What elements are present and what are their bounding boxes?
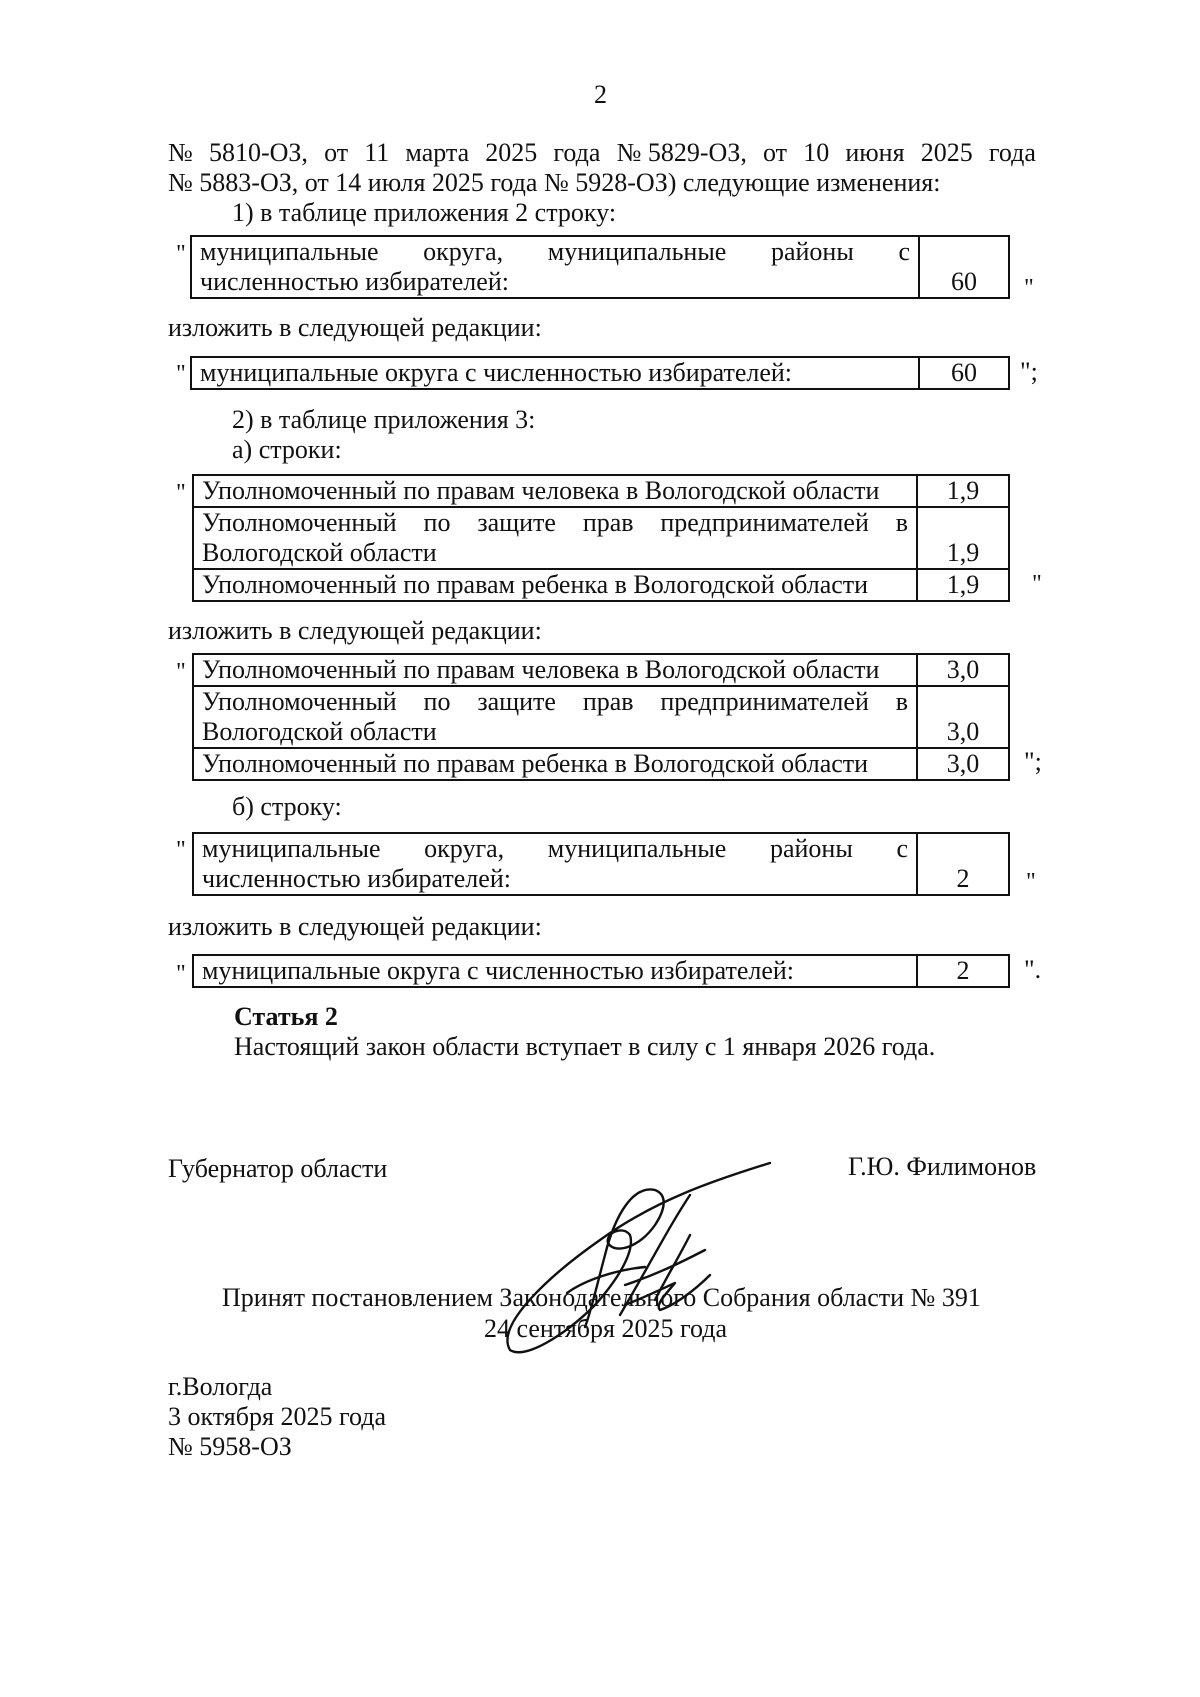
signatory-name: Г.Ю. Филимонов <box>848 1152 1037 1181</box>
close-quote: " <box>1024 275 1034 301</box>
intro-word: от <box>324 138 349 167</box>
intro-word: № <box>168 138 193 167</box>
table-row <box>193 748 1009 780</box>
cell-word: округа, <box>424 834 505 863</box>
table-row <box>193 507 1009 569</box>
cell-line-2: численностью избирателей: <box>200 267 509 296</box>
table-row <box>193 569 1009 601</box>
table-cell-label: муниципальные округа с численностью избирателей: <box>193 955 917 987</box>
cell-word: муниципальные <box>547 834 727 863</box>
table-cell-value: 1,9 <box>917 507 1009 569</box>
intro-word: № 5829-ОЗ, <box>616 138 747 167</box>
cell-word: защите <box>477 687 556 716</box>
cell-word: Уполномоченный <box>202 687 397 716</box>
table-cell-label: муниципальные округа с численностью избирателей: <box>191 357 919 389</box>
open-quote: " <box>176 361 186 387</box>
table-cell-label <box>193 833 917 895</box>
adoption-line-2: 24 сентября 2025 года <box>484 1314 728 1343</box>
intro-word: 11 <box>364 138 390 167</box>
close-quote: " <box>1032 571 1042 597</box>
close-quote-semicolon: "; <box>1020 357 1038 386</box>
intro-word: июня <box>845 138 905 167</box>
cell-word: муниципальные <box>202 834 381 863</box>
table-cell-label <box>193 686 917 748</box>
footer-number: № 5958-ОЗ <box>168 1432 292 1461</box>
page-number: 2 <box>594 80 607 109</box>
open-quote: " <box>176 659 186 685</box>
item-1: 1) в таблице приложения 2 строку: <box>232 198 617 227</box>
cell-word: по <box>423 687 451 716</box>
intro-line-1 <box>168 138 1036 168</box>
table-cell-label: Уполномоченный по правам ребенка в Вологодской области <box>193 569 917 601</box>
cell-word: муниципальные <box>200 237 379 266</box>
table-1-old <box>190 235 1010 299</box>
cell-word: муниципальные <box>547 237 727 266</box>
table-row <box>193 955 1009 987</box>
table-cell-label <box>191 236 919 298</box>
intro-word: 2025 <box>485 138 538 167</box>
cell-word: предпринимателей <box>660 508 869 537</box>
cell-word: защите <box>477 508 556 537</box>
restate-3: изложить в следующей редакции: <box>168 912 542 941</box>
footer-city: г.Вологда <box>168 1372 273 1401</box>
table-cell-label <box>193 507 917 569</box>
table-row <box>193 654 1009 686</box>
item-2a: а) строки: <box>232 435 342 464</box>
cell-word: по <box>423 508 451 537</box>
close-quote-period: ". <box>1024 955 1042 984</box>
table-cell-value: 3,0 <box>917 686 1009 748</box>
restate-2: изложить в следующей редакции: <box>168 616 542 645</box>
article-2-title: Статья 2 <box>234 1002 338 1031</box>
restate-1: изложить в следующей редакции: <box>168 313 542 342</box>
cell-word: прав <box>582 687 634 716</box>
cell-line-2: Вологодской области <box>202 717 437 746</box>
intro-word: марта <box>405 138 470 167</box>
open-quote: " <box>176 837 186 863</box>
close-quote-semicolon: "; <box>1024 747 1042 776</box>
table-2-new <box>192 653 1010 781</box>
cell-word: районы <box>770 237 854 266</box>
table-cell-value: 1,9 <box>917 569 1009 601</box>
intro-word: 2025 <box>920 138 973 167</box>
intro-line-2: № 5883-ОЗ, от 14 июля 2025 года № 5928-ОЗ) следующие изменения: <box>168 168 941 197</box>
table-1-new <box>190 356 1010 390</box>
intro-word: от <box>763 138 788 167</box>
cell-word: в <box>895 687 908 716</box>
open-quote: " <box>176 480 186 506</box>
intro-word: 10 <box>803 138 830 167</box>
intro-word: 5810-ОЗ, <box>208 138 308 167</box>
cell-word: в <box>895 508 908 537</box>
footer-date: 3 октября 2025 года <box>168 1402 386 1431</box>
table-cell-value: 1,9 <box>917 475 1009 507</box>
table-cell-label: Уполномоченный по правам человека в Вологодской области <box>193 475 917 507</box>
item-2b: б) строку: <box>232 792 342 821</box>
table-row <box>191 236 1009 298</box>
table-3-old <box>192 832 1010 896</box>
close-quote: " <box>1026 869 1036 895</box>
open-quote: " <box>176 241 186 267</box>
table-cell-value: 60 <box>919 357 1009 389</box>
open-quote: " <box>176 961 186 987</box>
table-3-new <box>192 954 1010 988</box>
table-cell-label: Уполномоченный по правам ребенка в Вологодской области <box>193 748 917 780</box>
cell-word: районы <box>769 834 853 863</box>
cell-word: с <box>896 834 908 863</box>
adoption-line-1: Принят постановлением Законодательного Собрания области № 391 <box>222 1283 981 1312</box>
cell-word: прав <box>582 508 634 537</box>
table-row <box>193 475 1009 507</box>
intro-word: года <box>553 138 601 167</box>
item-2: 2) в таблице приложения 3: <box>232 405 536 434</box>
table-cell-value: 3,0 <box>917 748 1009 780</box>
signatory-position: Губернатор области <box>168 1154 388 1183</box>
table-row <box>193 686 1009 748</box>
cell-word: с <box>898 237 910 266</box>
table-2-old <box>192 474 1010 602</box>
cell-line-2: численностью избирателей: <box>202 864 511 893</box>
table-row <box>193 833 1009 895</box>
cell-line-2: Вологодской области <box>202 538 437 567</box>
table-cell-value: 2 <box>917 955 1009 987</box>
cell-word: предпринимателей <box>660 687 869 716</box>
table-cell-label: Уполномоченный по правам человека в Вологодской области <box>193 654 917 686</box>
table-cell-value: 3,0 <box>917 654 1009 686</box>
cell-word: округа, <box>423 237 504 266</box>
cell-word: Уполномоченный <box>202 508 397 537</box>
article-2-text: Настоящий закон области вступает в силу с 1 января 2026 года. <box>234 1032 936 1061</box>
table-row <box>191 357 1009 389</box>
intro-word: года <box>988 138 1036 167</box>
table-cell-value: 2 <box>917 833 1009 895</box>
table-cell-value: 60 <box>919 236 1009 298</box>
